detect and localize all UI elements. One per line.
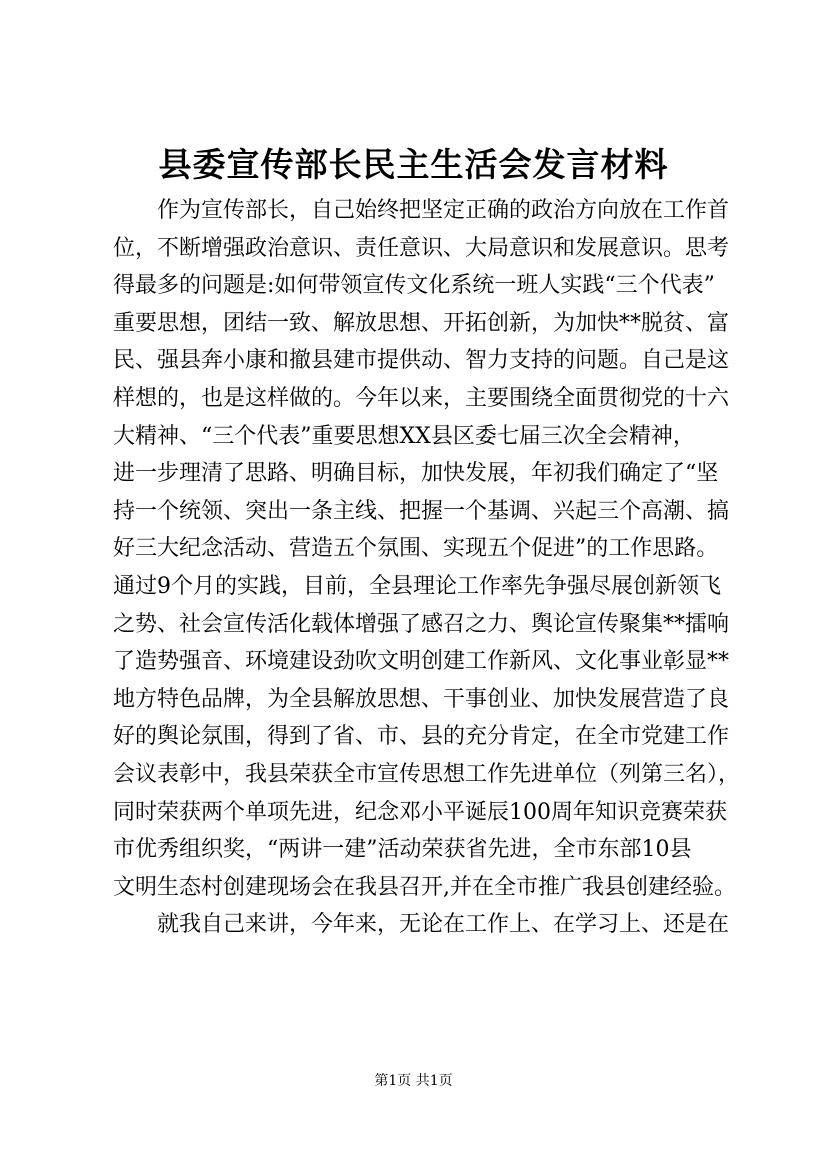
body-line: 大精神、“三个代表”重要思想XX县区委七届三次全会精神， [113,423,695,449]
document-title: 县委宣传部长民主生活会发言材料 [158,145,669,184]
body-line: 了造势强音、环境建设劲吹文明创建工作新风、文化事业彰显** [113,649,730,675]
page-footer: 第1页 共1页 [374,1073,453,1089]
body-line: 同时荣获两个单项先进，纪念邓小平诞辰100周年知识竞赛荣获 [113,799,727,825]
body-line: 作为宣传部长，自己始终把坚定正确的政治方向放在工作首 [157,198,730,223]
body-line: 之势、社会宣传活化载体增强了感召之力、舆论宣传聚集**擂响 [113,611,730,637]
body-line: 市优秀组织奖，“两讲一建”活动荣获省先进，全市东部10县 [113,837,692,863]
body-line: 位，不断增强政治意识、责任意识、大局意识和发展意识。思考 [113,235,730,261]
body-line: 通过9个月的实践，目前，全县理论工作率先争强尽展创新领飞 [113,573,721,599]
body-line: 样想的，也是这样做的。今年以来，主要围绕全面贯彻党的十六 [113,385,730,411]
body-line: 会议表彰中，我县荣获全市宣传思想工作先进单位（列第三名）， [113,761,741,787]
body-line: 民、强县奔小康和撤县建市提供动、智力支持的问题。自己是这 [113,348,730,374]
body-line: 重要思想，团结一致、解放思想、开拓创新，为加快**脱贫、富 [113,310,730,336]
body-line: 进一步理清了思路、明确目标，加快发展，年初我们确定了“坚 [113,461,719,487]
body-line: 文明生态村创建现场会在我县召开,并在全市推广我县创建经验。 [113,874,736,900]
body-line: 就我自己来讲，今年来，无论在工作上、在学习上、还是在 [157,912,730,938]
body-line: 好的舆论氛围，得到了省、市、县的充分肯定，在全市党建工作 [113,724,730,750]
body-line: 得最多的问题是:如何带领宣传文化系统一班人实践“三个代表” [113,273,715,299]
body-line: 地方特色品牌，为全县解放思想、干事创业、加快发展营造了良 [113,686,730,712]
body-line: 持一个统领、突出一条主线、把握一个基调、兴起三个高潮、搞 [113,498,730,524]
body-line: 好三大纪念活动、营造五个氛围、实现五个促进”的工作思路。 [113,536,719,562]
document-body [113,192,740,944]
